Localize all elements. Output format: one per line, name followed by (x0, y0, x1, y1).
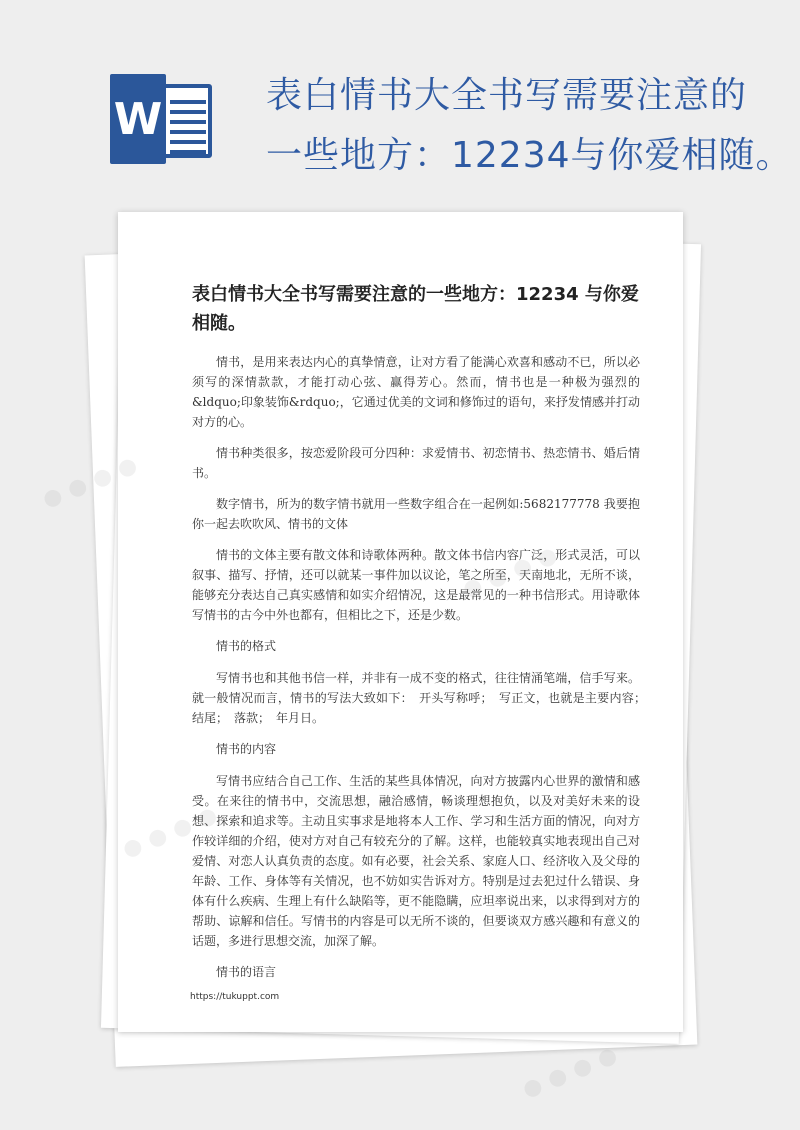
word-letter: W (110, 74, 166, 164)
document-title: 表白情书大全书写需要注意的一些地方：12234 与你爱相随。 (192, 284, 639, 334)
heading-format: 情书的格式 (216, 639, 277, 653)
header (0, 0, 800, 230)
paragraph-content: 写情书应结合自己工作、生活的某些具体情况，向对方披露内心世界的激情和感受。在来往的情书中，交流思想，融洽感情，畅谈理想抱负，以及对美好未来的设想、探索和追求等。主动且实事求是地将本人工作、学习和生活方面的情况，向对方作较详细的介绍，使对方对自己有较充分的了解。这样，也能较真实地表现出自己对爱情、对恋人认真负责的态度。如有必要，社会关系、家庭人口、经济收入及父母的年龄、工作、身体等有关情况，也不妨如实告诉对方。特别是过去犯过什么错误、身体有什么疾病、生理上有什么缺陷等，更不能隐瞒，应坦率说出来，以求得到对方的帮助、谅解和信任。写情书的内容是可以无所不谈的，但要谈双方感兴趣和有意义的话题，多进行思想交流，加深了解。 (192, 774, 640, 948)
paragraph-intro: 情书，是用来表达内心的真挚情意，让对方看了能满心欢喜和感动不已，所以必须写的深情款款，才能打动心弦、赢得芳心。然而，情书也是一种极为强烈的&ldquo;印象装饰&rdquo;，它通过优美的文词和修饰过的语句，来抒发情感并打动对方的心。 (192, 355, 640, 429)
document-body (192, 352, 653, 994)
word-document-icon (110, 74, 214, 164)
paragraph-types: 情书种类很多，按恋爱阶段可分四种：求爱情书、初恋情书、热恋情书、婚后情书。 (192, 446, 640, 480)
header-title (266, 66, 793, 186)
header-title-line-1: 表白情书大全书写需要注意的 (266, 75, 748, 116)
heading-language: 情书的语言 (216, 965, 277, 979)
watermark-decoration: ● ● ● ● (518, 1042, 621, 1103)
header-title-line-2: 一些地方：12234与你爱相随。 (266, 135, 793, 176)
paragraph-style: 情书的文体主要有散文体和诗歌体两种。散文体书信内容广泛，形式灵活，可以叙事、描写、抒情，还可以就某一事件加以议论，笔之所至，天南地北，无所不谈，能够充分表达自己真实感情和如实介绍情况，这是最常见的一种书信形式。用诗歌体写情书的古今中外也都有，但相比之下，还是少数。 (192, 548, 640, 622)
paragraph-format: 写情书也和其他书信一样，并非有一成不变的格式，往往情涌笔端，信手写来。就一般情况而言，情书的写法大致如下： 开头写称呼； 写正文，也就是主要内容； 结尾； 落款； 年月日。 (192, 671, 653, 725)
footer-url: https://tukuppt.com (190, 992, 280, 1002)
watermark-decoration: ● ● ● ● (38, 452, 141, 513)
heading-content: 情书的内容 (216, 742, 277, 756)
paragraph-number-letter: 数字情书，所为的数字情书就用一些数字组合在一起例如:5682177778 我要抱你一起去吹吹风、情书的文体 (192, 497, 640, 531)
document-page (118, 212, 683, 1032)
